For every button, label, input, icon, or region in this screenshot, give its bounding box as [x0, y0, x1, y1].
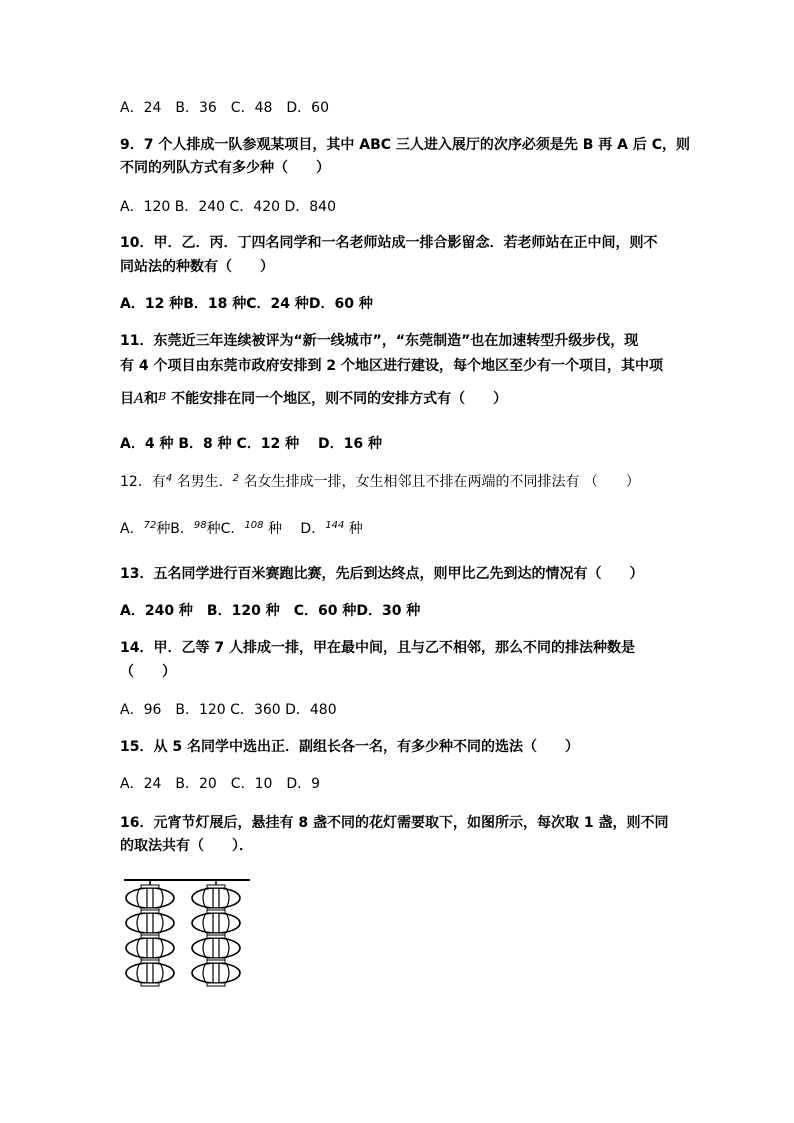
- q12-option-d-label: 种 D．: [263, 521, 326, 537]
- q12-text-post: 名女生排成一排，女生相邻且不排在两端的不同排法有 （ ）: [239, 474, 640, 490]
- q11-text-post: 不能安排在同一个地区，则不同的安排方式有（ ）: [166, 391, 508, 407]
- lantern-6: [192, 910, 240, 936]
- q11-stem-line3: [120, 388, 507, 411]
- q12-options: [120, 518, 363, 542]
- q12-text-mid: 名男生．: [172, 474, 233, 490]
- lantern-1: [126, 885, 174, 911]
- q9-stem-line1: 9．7 个人排成一队参观某项目，其中 ABC 三人进入展厅的次序必须是先 B 再 A 后 C，则: [120, 137, 691, 153]
- q8-options: A．24 B．36 C．48 D．60: [120, 100, 329, 116]
- q12-num-boys: 4: [165, 473, 173, 484]
- lantern-3: [126, 935, 174, 961]
- q11-var-a: A: [134, 391, 145, 407]
- lantern-2: [126, 910, 174, 936]
- q10-stem-line1: 10．甲．乙．丙．丁四名同学和一名老师站成一排合影留念．若老师站在正中间，则不: [120, 235, 658, 251]
- q16-stem-line1: 16．元宵节灯展后，悬挂有 8 盏不同的花灯需要取下，如图所示，每次取 1 盏，则不同: [120, 815, 669, 831]
- q12-option-a-value: 72: [143, 520, 157, 531]
- lantern-7: [192, 935, 240, 961]
- lantern-4: [126, 960, 174, 986]
- q10-stem-line2: 同站法的种数有（ ）: [120, 259, 274, 275]
- q12-option-a-label: A．: [120, 521, 144, 537]
- q10-options: A．12 种B．18 种C．24 种D．60 种: [120, 296, 373, 312]
- q11-text-mid: 和: [144, 391, 159, 407]
- q12-stem: [120, 471, 640, 495]
- q14-options: A．96 B．120 C．360 D．480: [120, 702, 337, 718]
- q12-option-d-value: 144: [325, 520, 345, 531]
- q12-text-pre: 12．有: [120, 474, 166, 490]
- q16-stem-line2: 的取法共有（ ）．: [120, 838, 253, 854]
- q12-option-b-label: 种B．: [156, 521, 194, 537]
- q11-stem-line2: 有 4 个项目由东莞市政府安排到 2 个地区进行建设，每个地区至少有一个项目，其中项: [120, 358, 663, 374]
- q11-var-b: B: [158, 390, 167, 403]
- q11-options: A．4 种 B．8 种 C．12 种 D．16 种: [120, 436, 382, 452]
- q14-stem-line2: （ ）: [120, 664, 176, 680]
- q9-options: A．120 B．240 C．420 D．840: [120, 199, 336, 215]
- q15-options: A．24 B．20 C．10 D．9: [120, 776, 321, 792]
- lantern-figure: [120, 876, 254, 990]
- q11-text-pre: 目: [120, 391, 134, 407]
- lantern-5: [192, 885, 240, 911]
- q12-option-c-label: 种C．: [206, 521, 245, 537]
- q12-num-girls: 2: [232, 473, 240, 484]
- q15-stem: 15．从 5 名同学中选出正．副组长各一名，有多少种不同的选法（ ）: [120, 739, 579, 755]
- q12-option-b-value: 98: [193, 520, 207, 531]
- q11-stem-line1: 11．东莞近三年连续被评为“新一线城市”，“东莞制造”也在加速转型升级步伐，现: [120, 333, 639, 349]
- q14-stem-line1: 14．甲．乙等 7 人排成一排，甲在最中间，且与乙不相邻，那么不同的排法种数是: [120, 640, 635, 656]
- q13-stem: 13．五名同学进行百米赛跑比赛，先后到达终点，则甲比乙先到达的情况有（ ）: [120, 566, 644, 582]
- q12-option-end: 种: [344, 521, 363, 537]
- q9-stem-line2: 不同的列队方式有多少种（ ）: [120, 160, 330, 176]
- q13-options: A．240 种 B．120 种 C．60 种D．30 种: [120, 603, 421, 619]
- q12-option-c-value: 108: [244, 520, 264, 531]
- lantern-8: [192, 960, 240, 986]
